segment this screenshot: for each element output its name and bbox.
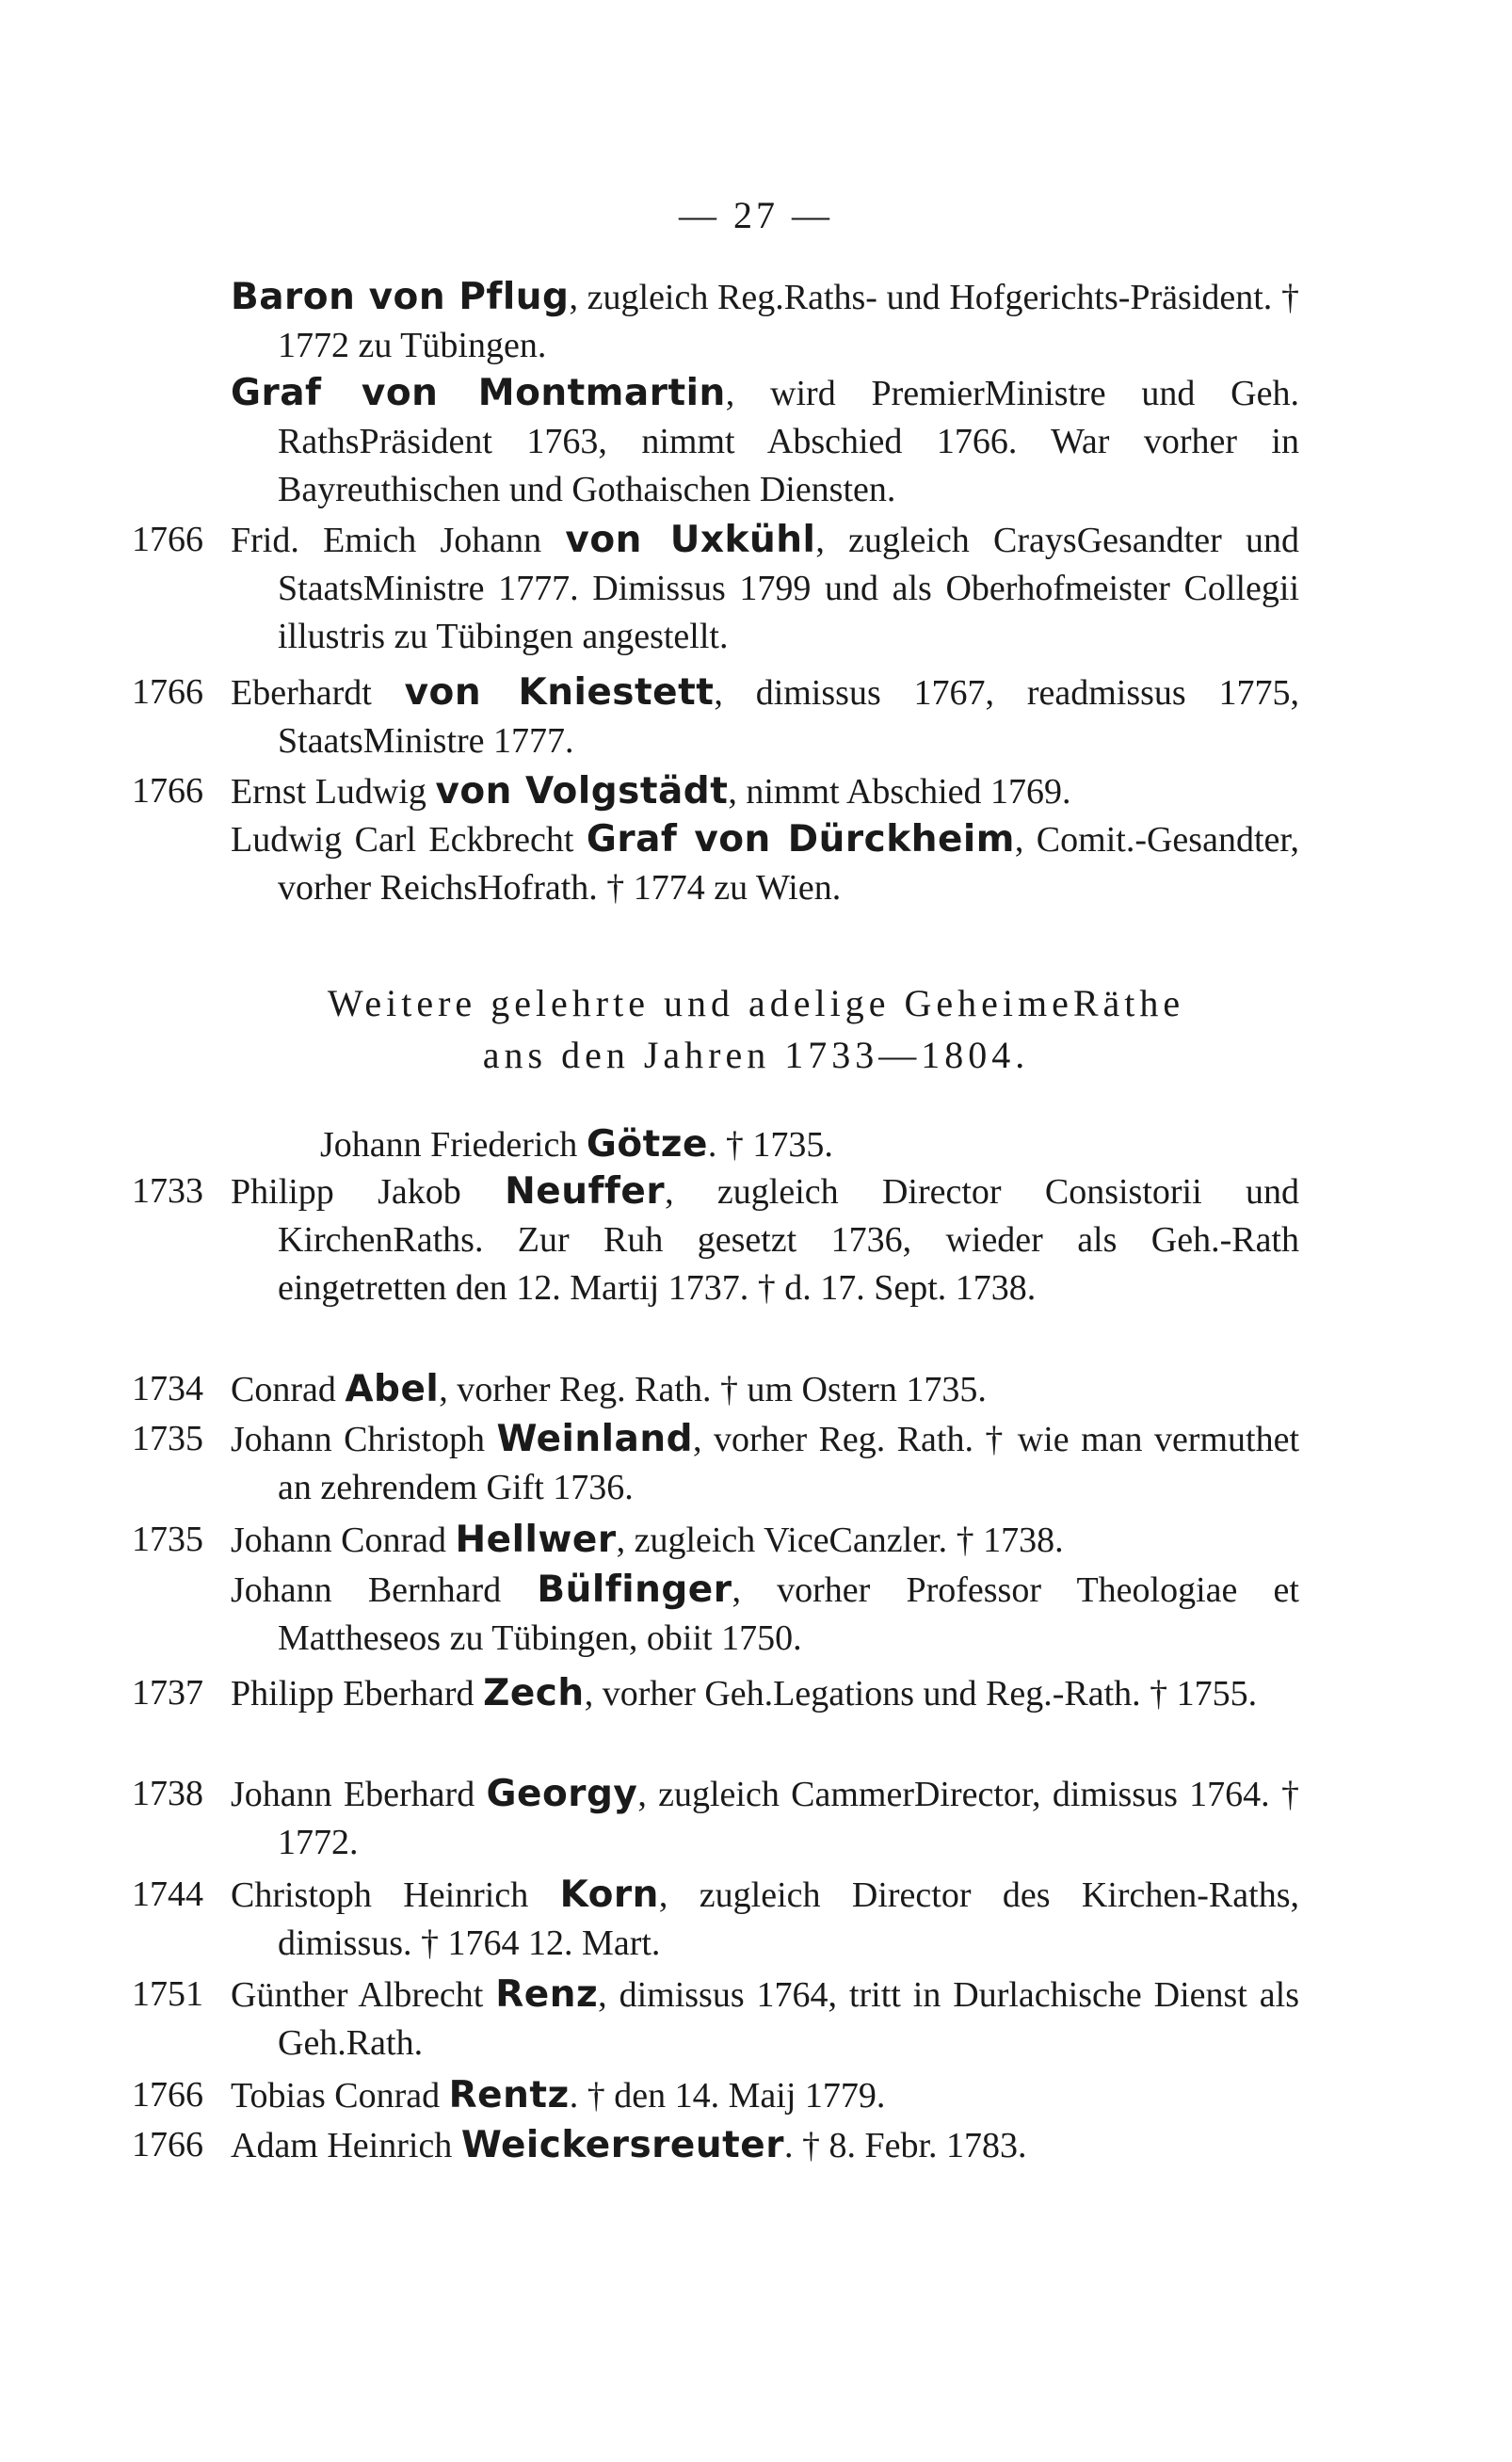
- entry-text: [231, 273, 1299, 370]
- entry-details: , vorher Professor Theologiae et Mattheseos zu Tübingen, obiit 1750.: [278, 1570, 1299, 1658]
- entry: [132, 1971, 1299, 2068]
- entry-prefix: Johann Bernhard: [231, 1570, 538, 1610]
- entry-details: . † 1735.: [707, 1125, 833, 1165]
- person-name: Zech: [483, 1672, 585, 1714]
- entry-details: , dimissus 1764, tritt in Durlachische Dienst als Geh.Rath.: [278, 1975, 1299, 2063]
- section-heading-line-2: ans den Jahren 1733—1804.: [482, 1034, 1030, 1076]
- entry-year: 1734: [132, 1369, 203, 1408]
- entry-text: [231, 516, 1299, 661]
- entry-year: 1766: [132, 2075, 203, 2115]
- entry-text: [231, 767, 1299, 816]
- section-heading-line-1: Weitere gelehrte und adelige GeheimeRäthe: [327, 982, 1185, 1024]
- entry: [132, 369, 1299, 514]
- entry: [132, 516, 1299, 661]
- person-name: Götze: [586, 1123, 708, 1166]
- entry-prefix: Philipp Eberhard: [231, 1674, 484, 1714]
- entry-year: 1751: [132, 1974, 203, 2014]
- entry: [132, 1516, 1299, 1565]
- entry-text: [231, 1871, 1299, 1968]
- entry-details: , dimissus 1767, readmissus 1775, StaatsMinistre 1777.: [278, 673, 1300, 761]
- entry-text: [320, 1120, 1299, 1169]
- entry-text: [231, 1167, 1299, 1312]
- entry: [132, 815, 1299, 912]
- person-name: Hellwer: [455, 1519, 617, 1561]
- entry-prefix: Ludwig Carl Eckbrecht: [231, 820, 587, 860]
- entry-year: 1766: [132, 2125, 203, 2164]
- entry-year: 1766: [132, 771, 203, 811]
- entry-text: [231, 1415, 1299, 1512]
- entry-year: 1735: [132, 1520, 203, 1559]
- entry-prefix: Philipp Jakob: [231, 1172, 506, 1212]
- entry: [132, 1365, 1299, 1414]
- entry-details: , Comit.-Gesandter, vorher ReichsHofrath. † 1774 zu Wien.: [278, 820, 1299, 908]
- entry-details: . † 8. Febr. 1783.: [783, 2126, 1027, 2165]
- entry-year: 1738: [132, 1774, 203, 1813]
- entry-prefix: Günther Albrecht: [231, 1975, 496, 2015]
- entry: [132, 668, 1299, 765]
- entry-year: 1766: [132, 672, 203, 712]
- entry-details: , wird PremierMinistre und Geh. RathsPräsident 1763, nimmt Abschied 1766. War vorher in Bayreuthischen und Gothaischen Diensten.: [278, 374, 1299, 509]
- entry: [132, 1167, 1299, 1312]
- page-number: — 27 —: [679, 194, 833, 236]
- person-name: Weickersreuter: [460, 2124, 784, 2166]
- entry: [132, 1566, 1299, 1663]
- person-name: von Kniestett: [404, 671, 715, 714]
- person-name: Bülfinger: [537, 1569, 732, 1611]
- entry-details: , nimmt Abschied 1769.: [728, 772, 1071, 812]
- entry-text: [231, 1365, 1299, 1414]
- person-name: Weinland: [496, 1418, 694, 1460]
- entry-prefix: Johann Eberhard: [231, 1775, 487, 1814]
- person-name: Rentz: [448, 2074, 570, 2116]
- entry-prefix: Christoph Heinrich: [231, 1875, 560, 1915]
- entry-text: [231, 2071, 1299, 2120]
- entry: [132, 2071, 1299, 2120]
- entry-details: , zugleich Director des Kirchen-Raths, dimissus. † 1764 12. Mart.: [278, 1875, 1299, 1963]
- entry-year: 1744: [132, 1875, 203, 1914]
- entry-details: , zugleich CraysGesandter und StaatsMinistre 1777. Dimissus 1799 und als Oberhofmeister Collegii illustris zu Tübingen angestellt.: [278, 521, 1299, 656]
- person-name: Baron von Pflug: [231, 276, 570, 318]
- entry-prefix: Ernst Ludwig: [231, 772, 436, 812]
- entry-year: 1737: [132, 1673, 203, 1713]
- entry-details: . † den 14. Maij 1779.: [569, 2076, 886, 2116]
- entry-prefix: Eberhardt: [231, 673, 405, 713]
- person-name: Neuffer: [505, 1170, 666, 1213]
- entry-text: [231, 1516, 1299, 1565]
- entry-prefix: Johann Friederich: [320, 1125, 587, 1165]
- entry-text: [231, 668, 1299, 765]
- person-name: Georgy: [486, 1773, 638, 1815]
- person-name: Graf von Dürckheim: [586, 818, 1015, 861]
- entry-prefix: Johann Conrad: [231, 1521, 456, 1560]
- person-name: Graf von Montmartin: [231, 372, 726, 414]
- entry-details: , zugleich CammerDirector, dimissus 1764. † 1772.: [278, 1775, 1299, 1862]
- person-name: von Volgstädt: [435, 770, 729, 813]
- entry: [132, 273, 1299, 370]
- entry-details: , zugleich Director Consistorii und KirchenRaths. Zur Ruh gesetzt 1736, wieder als Geh.-Rath eingetretten den 12. Martij 1737. † d. 17. Sept. 1738.: [278, 1172, 1299, 1308]
- person-name: Renz: [495, 1973, 599, 2016]
- entry-details: , zugleich Reg.Raths- und Hofgerichts-Präsident. † 1772 zu Tübingen.: [278, 278, 1299, 365]
- entry: [132, 2121, 1299, 2170]
- entry: [132, 1415, 1299, 1512]
- entry-text: [231, 1971, 1299, 2068]
- person-name: von Uxkühl: [565, 519, 816, 561]
- entry-prefix: Adam Heinrich: [231, 2126, 461, 2165]
- person-name: Korn: [559, 1874, 659, 1916]
- entry-prefix: Frid. Emich Johann: [231, 521, 566, 560]
- entry-text: [231, 369, 1299, 514]
- entry-text: [231, 1669, 1299, 1718]
- entry-prefix: Conrad: [231, 1370, 346, 1409]
- entry: [132, 1120, 1299, 1169]
- entry-text: [231, 2121, 1299, 2170]
- entry-details: , vorher Geh.Legations und Reg.-Rath. † 1755.: [584, 1674, 1258, 1714]
- entry-year: 1735: [132, 1419, 203, 1458]
- entry-prefix: Tobias Conrad: [231, 2076, 449, 2116]
- entry-details: , vorher Reg. Rath. † um Ostern 1735.: [439, 1370, 987, 1409]
- entry-text: [231, 1566, 1299, 1663]
- entry-year: 1766: [132, 520, 203, 559]
- entry-details: , zugleich ViceCanzler. † 1738.: [616, 1521, 1064, 1560]
- entry-prefix: Johann Christoph: [231, 1420, 497, 1459]
- entry: [132, 1871, 1299, 1968]
- entry: [132, 1770, 1299, 1867]
- entry-year: 1733: [132, 1171, 203, 1211]
- entry-details: , vorher Reg. Rath. † wie man vermuthet an zehrendem Gift 1736.: [278, 1420, 1299, 1507]
- person-name: Abel: [345, 1368, 440, 1410]
- entry: [132, 1669, 1299, 1718]
- entry: [132, 767, 1299, 816]
- entry-text: [231, 815, 1299, 912]
- entry-text: [231, 1770, 1299, 1867]
